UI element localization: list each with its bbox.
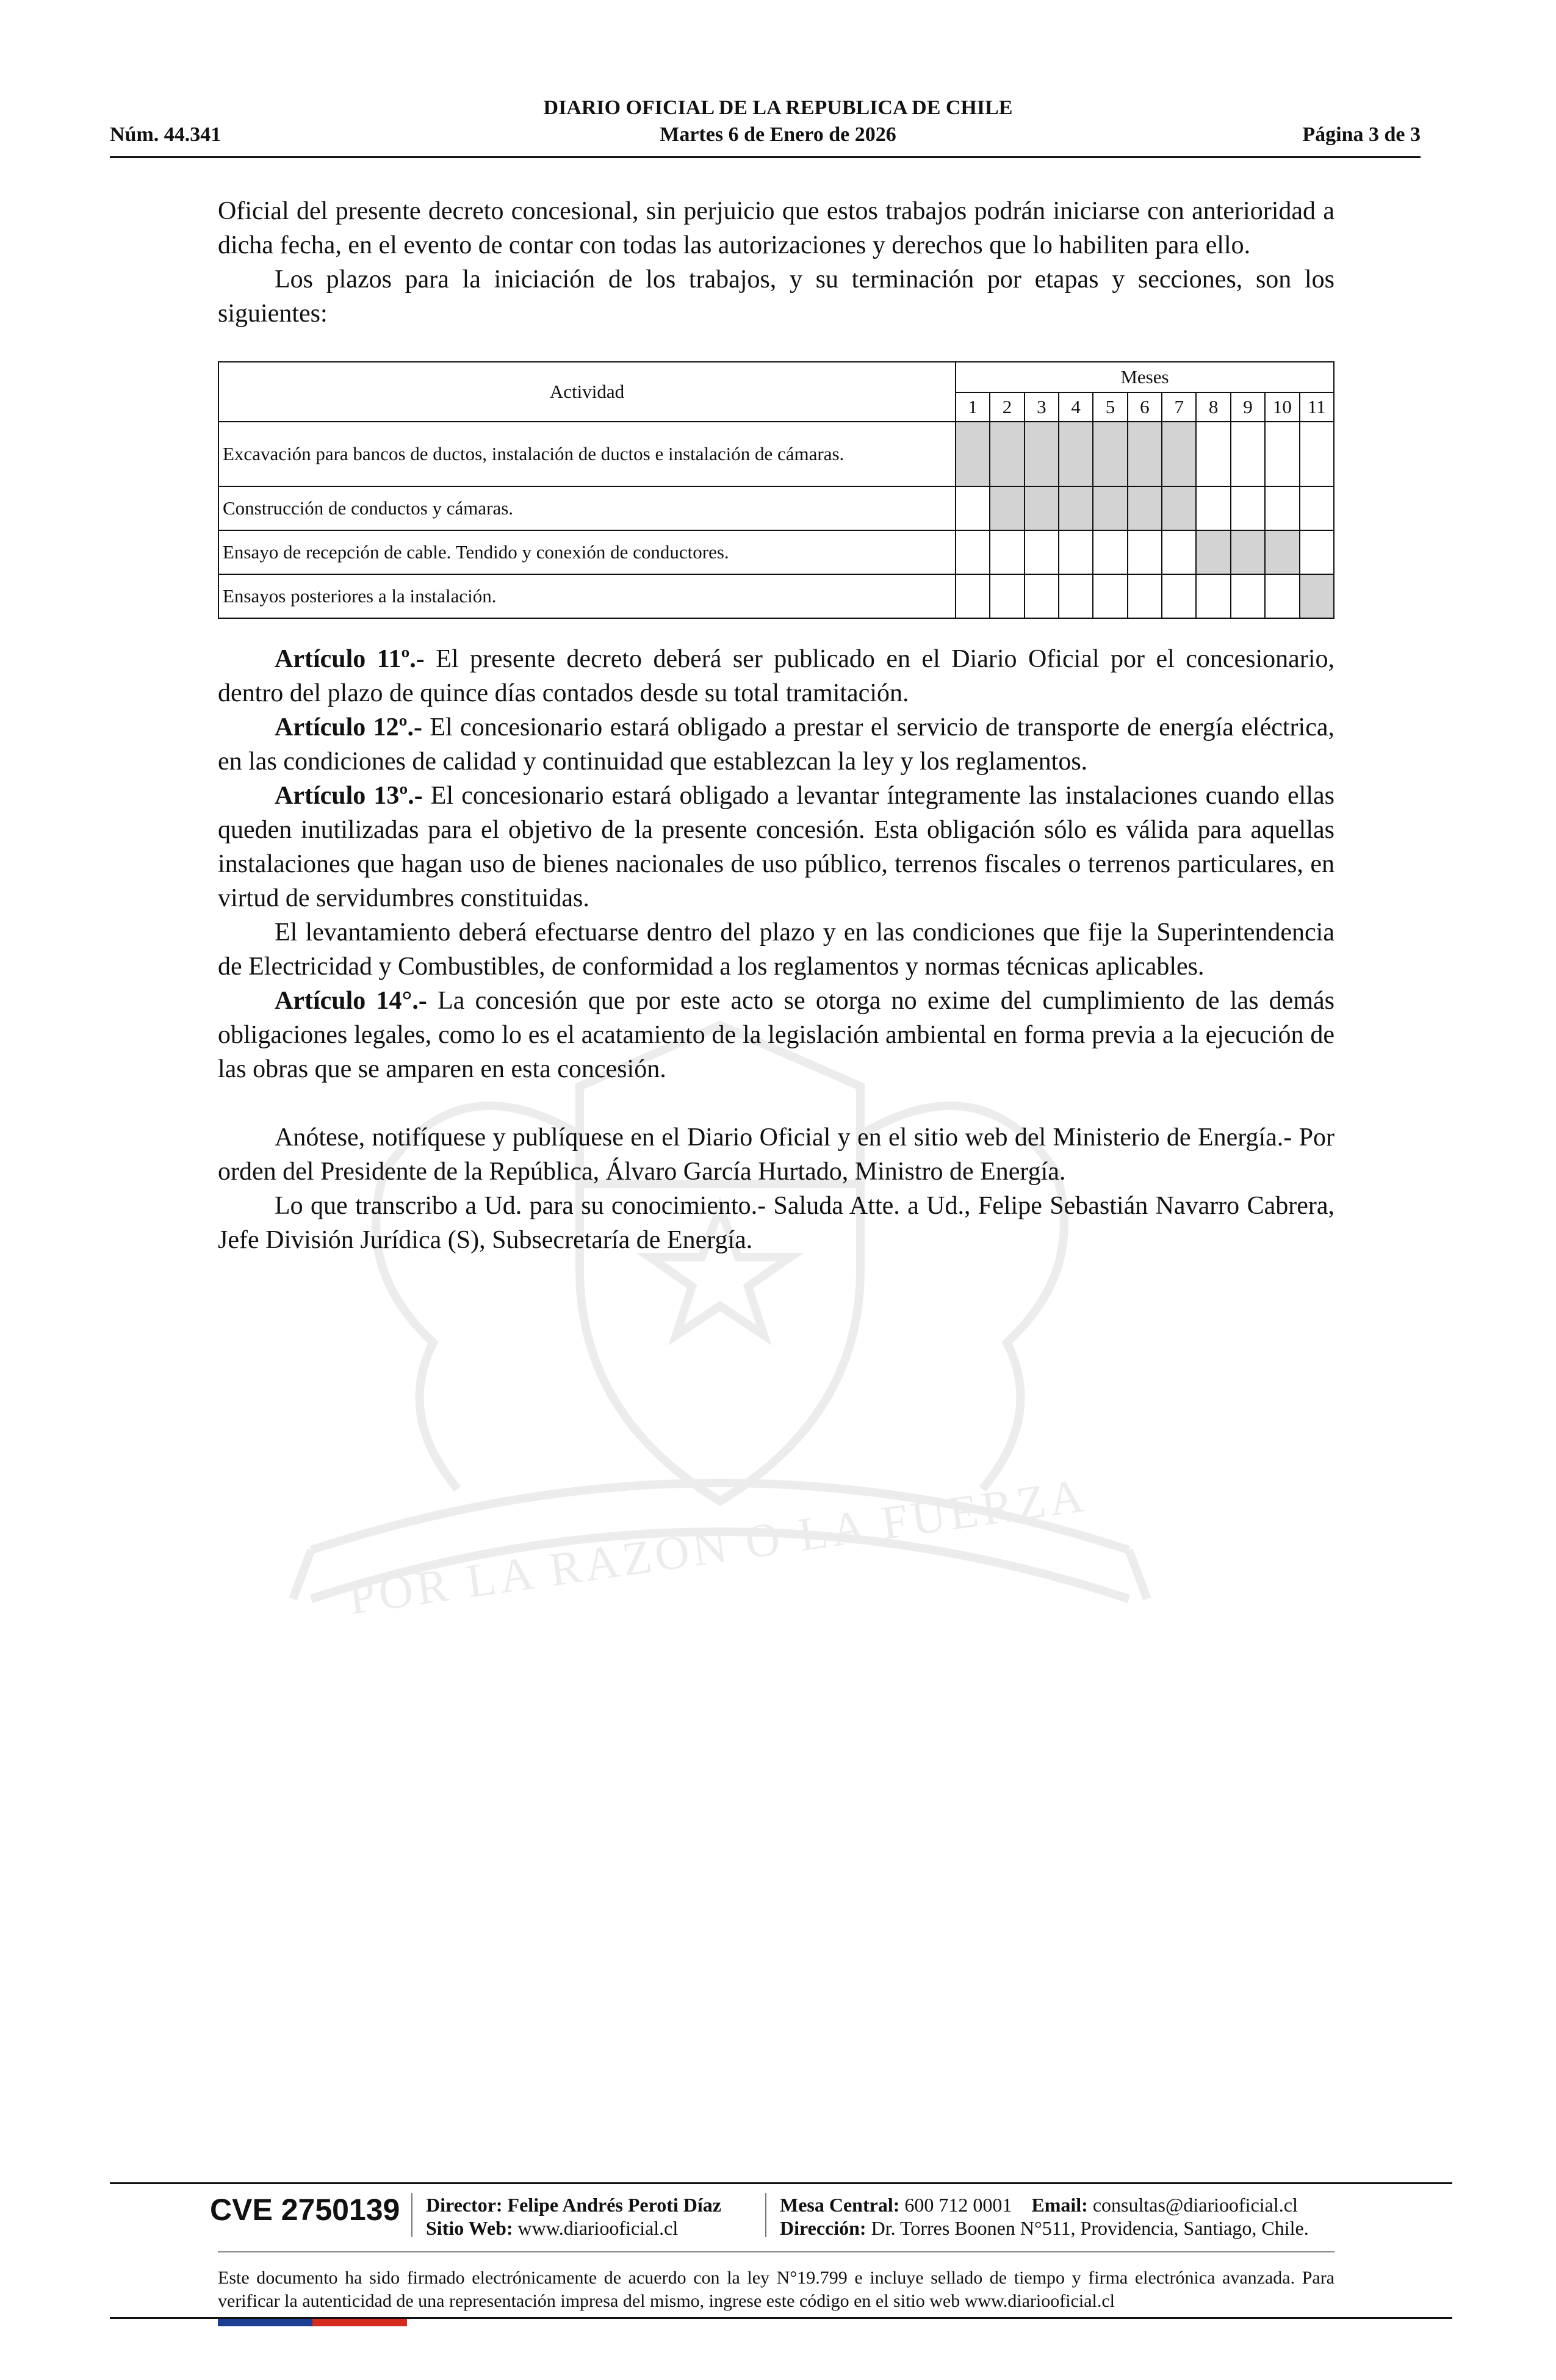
schedule-row	[218, 422, 1334, 486]
schedule-cell-empty	[1300, 486, 1334, 530]
schedule-row	[218, 530, 1334, 574]
month-number: 7	[1162, 392, 1196, 422]
schedule-cell-active	[1025, 486, 1059, 530]
issue-number: Núm. 44.341	[110, 123, 222, 146]
schedule-cell-empty	[1231, 422, 1265, 486]
schedule-cell-empty	[956, 574, 990, 618]
director-name: Felipe Andrés Peroti Díaz	[507, 2194, 721, 2216]
schedule-cell-empty	[1300, 530, 1334, 574]
schedule-cell-empty	[1265, 486, 1299, 530]
flag-stripe-red	[312, 2319, 407, 2326]
month-number: 3	[1025, 392, 1059, 422]
month-number: 11	[1300, 392, 1334, 422]
schedule-cell-empty	[1162, 574, 1196, 618]
website-label: Sitio Web:	[426, 2217, 513, 2239]
schedule-cell-active	[1162, 486, 1196, 530]
month-number: 4	[1059, 392, 1093, 422]
article-12-label: Artículo 12º.-	[275, 713, 423, 741]
schedule-cell-active	[1059, 486, 1093, 530]
address-label: Dirección:	[780, 2217, 866, 2239]
article-11-label: Artículo 11º.-	[275, 645, 425, 673]
phone-number: 600 712 0001	[904, 2194, 1012, 2216]
footer-director-block	[426, 2193, 721, 2240]
month-number: 1	[956, 392, 990, 422]
schedule-cell-active	[1231, 530, 1265, 574]
schedule-cell-empty	[1128, 574, 1162, 618]
schedule-cell-empty	[1196, 486, 1230, 530]
article-11	[218, 642, 1334, 710]
month-number: 8	[1196, 392, 1230, 422]
article-14	[218, 984, 1334, 1086]
phone-label: Mesa Central:	[780, 2194, 900, 2216]
header-divider	[110, 156, 1421, 158]
document-body	[218, 194, 1334, 1257]
schedule-cell-empty	[956, 486, 990, 530]
schedule-cell-empty	[1059, 574, 1093, 618]
closing-paragraph: Anótese, notifíquese y publíquese en el Diario Oficial y en el sitio web del Ministerio de Energía.- Por orden del Presidente de la República, Álvaro García Hurtado, Ministro de Energía.	[218, 1123, 1334, 1186]
footer-inner-rule	[218, 2251, 1334, 2252]
article-11-text: El presente decreto deberá ser publicado en el Diario Oficial por el concesionario, dentro del plazo de quince días contados desde su total tramitación.	[218, 645, 1334, 707]
month-number: 9	[1231, 392, 1265, 422]
schedule-cell-empty	[1265, 574, 1299, 618]
activity-cell: Construcción de conductos y cámaras.	[218, 486, 956, 530]
director-label: Director:	[426, 2194, 503, 2216]
schedule-cell-active	[1093, 422, 1127, 486]
publication-date: Martes 6 de Enero de 2026	[660, 123, 896, 146]
schedule-row	[218, 574, 1334, 618]
month-number: 10	[1265, 392, 1299, 422]
schedule-cell-active	[1265, 530, 1299, 574]
schedule-cell-empty	[990, 574, 1024, 618]
schedule-cell-active	[1093, 486, 1127, 530]
paragraph-spacer	[218, 1086, 1334, 1120]
activity-column-header: Actividad	[218, 362, 956, 422]
schedule-cell-empty	[1128, 530, 1162, 574]
schedule-cell-active	[1162, 422, 1196, 486]
schedule-cell-empty	[1231, 574, 1265, 618]
schedule-cell-active	[1300, 574, 1334, 618]
schedule-cell-empty	[990, 530, 1024, 574]
address-text: Dr. Torres Boonen N°511, Providencia, Santiago, Chile.	[871, 2217, 1309, 2239]
levantamiento-paragraph: El levantamiento deberá efectuarse dentro del plazo y en las condiciones que fije la Superintendencia de Electricidad y Combustibles, de conformidad a los reglamentos y normas técnicas aplicables.	[218, 918, 1334, 981]
schedule-cell-active	[1059, 422, 1093, 486]
transcription-paragraph: Lo que transcribo a Ud. para su conocimiento.- Saluda Atte. a Ud., Felipe Sebastián Navarro Cabrera, Jefe División Jurídica (S), Subsecretaría de Energía.	[218, 1192, 1334, 1254]
schedule-cell-empty	[1231, 486, 1265, 530]
schedule-cell-empty	[1093, 530, 1127, 574]
schedule-cell-active	[1025, 422, 1059, 486]
intro-paragraph: Oficial del presente decreto concesional, sin perjuicio que estos trabajos podrán iniciarse con anterioridad a dicha fecha, en el evento de contar con todas las autorizaciones y derechos que lo habiliten para ello.	[218, 197, 1334, 259]
month-number: 6	[1128, 392, 1162, 422]
schedule-cell-empty	[1162, 530, 1196, 574]
article-13-label: Artículo 13º.-	[275, 782, 423, 810]
schedule-cell-empty	[1025, 574, 1059, 618]
schedule-cell-empty	[1196, 574, 1230, 618]
article-12	[218, 710, 1334, 779]
schedule-cell-active	[956, 422, 990, 486]
activity-cell: Ensayo de recepción de cable. Tendido y conexión de conductores.	[218, 530, 956, 574]
schedule-cell-active	[990, 422, 1024, 486]
schedule-row	[218, 486, 1334, 530]
schedule-cell-empty	[1300, 422, 1334, 486]
footer-separator	[765, 2193, 766, 2237]
flag-stripe-blue	[218, 2319, 312, 2326]
website-link[interactable]: www.diariooficial.cl	[517, 2217, 679, 2239]
publication-title: DIARIO OFICIAL DE LA REPUBLICA DE CHILE	[543, 96, 1013, 119]
schedule-cell-empty	[956, 530, 990, 574]
schedule-cell-empty	[1265, 422, 1299, 486]
activity-cell: Ensayos posteriores a la instalación.	[218, 574, 956, 618]
month-number: 5	[1093, 392, 1127, 422]
activity-cell: Excavación para bancos de ductos, instalación de ductos e instalación de cámaras.	[218, 422, 956, 486]
schedule-cell-active	[1128, 486, 1162, 530]
schedule-cell-active	[990, 486, 1024, 530]
schedule-cell-empty	[1059, 530, 1093, 574]
email-link[interactable]: consultas@diariooficial.cl	[1092, 2194, 1298, 2216]
motto-text: POR LA RAZON O LA FUERZA	[345, 1468, 1090, 1625]
schedule-table	[218, 361, 1334, 619]
footer-contact-block	[780, 2193, 1309, 2240]
schedule-cell-empty	[1025, 530, 1059, 574]
months-column-header: Meses	[956, 362, 1334, 392]
cve-code: CVE 2750139	[210, 2193, 400, 2227]
footer-top-rule	[110, 2182, 1452, 2184]
schedule-cell-active	[1128, 422, 1162, 486]
page-indicator: Página 3 de 3	[1302, 123, 1421, 146]
article-14-text: La concesión que por este acto se otorga no exime del cumplimiento de las demás obligaciones legales, como lo es el acatamiento de la legislación ambiental en forma previa a la ejecución de las obras que se amparen en esta concesión.	[218, 987, 1334, 1083]
legal-notice: Este documento ha sido firmado electrónicamente de acuerdo con la ley N°19.799 e incluye sellado de tiempo y firma electrónica avanzada. Para verificar la autenticidad de una representación impresa del mismo, ingrese este código en el sitio web www.diariooficial.cl	[218, 2268, 1334, 2311]
article-13	[218, 779, 1334, 915]
schedule-cell-empty	[1093, 574, 1127, 618]
month-number: 2	[990, 392, 1024, 422]
article-12-text: El concesionario estará obligado a prestar el servicio de transporte de energía eléctrica, en las condiciones de calidad y continuidad que establezcan la ley y los reglamentos.	[218, 713, 1334, 776]
article-14-label: Artículo 14°.-	[275, 987, 427, 1015]
schedule-cell-empty	[1196, 422, 1230, 486]
schedule-cell-active	[1196, 530, 1230, 574]
footer-separator	[411, 2193, 412, 2237]
email-label: Email:	[1031, 2194, 1088, 2216]
plazos-paragraph: Los plazos para la iniciación de los trabajos, y su terminación por etapas y secciones, son los siguientes:	[218, 265, 1334, 328]
article-13-text: El concesionario estará obligado a levantar íntegramente las instalaciones cuando ellas queden inutilizadas para el objetivo de la presente concesión. Esta obligación sólo es válida para aquellas instalaciones que hagan uso de bienes nacionales de uso público, terrenos fiscales o terrenos particulares, en virtud de servidumbres constituidas.	[218, 782, 1334, 912]
